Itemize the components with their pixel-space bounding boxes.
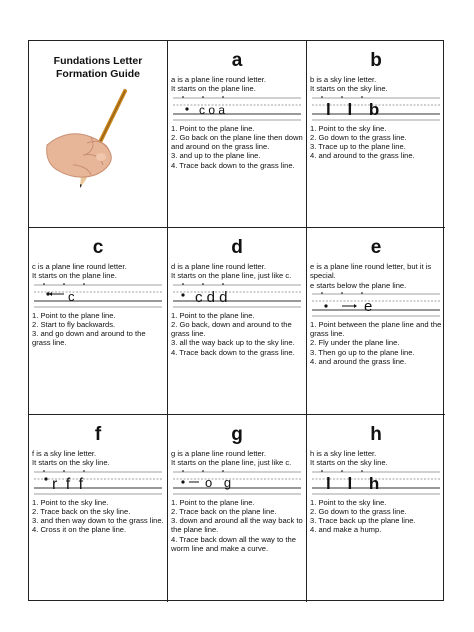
step: 4. Cross it on the plane line. xyxy=(32,525,127,535)
step: 2. Go back, down and around to the grass line. xyxy=(171,319,292,339)
formation-steps xyxy=(32,498,164,535)
letter-formation-grid xyxy=(28,40,444,601)
svg-text:o g: o g xyxy=(205,474,236,490)
letter-card-a xyxy=(168,41,307,228)
letter-card-c xyxy=(29,228,168,415)
step: 1. Point to the plane line. xyxy=(171,123,255,133)
step: 2. Trace back on the plane line. xyxy=(171,506,277,516)
step: 1. Point to the sky line. xyxy=(310,123,387,133)
letter-heading: c xyxy=(92,237,104,258)
letter-description: c is a plane line round letter. It starts on the plane line. xyxy=(32,262,127,281)
step: 1. Point to the plane line. xyxy=(32,310,116,320)
svg-text:e: e xyxy=(364,297,373,315)
letter-description: f is a sky line letter. It starts on the sky line. xyxy=(32,449,110,468)
step: 3. Trace back up the plane line. xyxy=(310,516,416,526)
handwriting-lines-example xyxy=(312,292,440,318)
letter-card-g xyxy=(168,415,307,602)
step: 3. Trace up to the plane line. xyxy=(310,142,406,152)
step: 3. and go down and around to the grass line. xyxy=(32,329,146,348)
step: 4. Trace back down to the grass line. xyxy=(171,160,295,170)
letter-description: h is a sky line letter. It starts on the sky line. xyxy=(310,449,388,468)
svg-text:c: c xyxy=(68,288,75,304)
step: 1. Point to the plane line. xyxy=(171,497,255,507)
step: 3. down and around all the way back to the plane line. xyxy=(171,516,303,535)
step: 1. Point to the plane line. xyxy=(171,310,255,320)
letter-heading: f xyxy=(94,424,102,445)
letter-description: g is a plane line round letter. It starts on the plane line, just like c. xyxy=(171,449,292,468)
handwriting-lines-example xyxy=(34,470,162,496)
letter-heading: h xyxy=(370,424,382,445)
hand-holding-pencil-image xyxy=(43,85,153,195)
step: 2. Fly under the plane line. xyxy=(310,338,400,348)
letter-card-h xyxy=(307,415,445,602)
letter-description: b is a sky line letter. It starts on the sky line. xyxy=(310,75,388,94)
step: 4. Trace back down to the grass line. xyxy=(171,347,295,357)
handwriting-lines-example xyxy=(173,470,301,496)
svg-text:r f f: r f f xyxy=(52,475,86,493)
step: 2. Start to fly backwards. xyxy=(32,319,116,329)
letter-card-f xyxy=(29,415,168,602)
step: 3. and up to the plane line. xyxy=(171,151,261,161)
step: 3. all the way back up to the sky line. xyxy=(171,338,295,348)
svg-text:l l h: l l h xyxy=(326,473,386,493)
svg-text:c d d: c d d xyxy=(195,288,228,306)
svg-text:c o a: c o a xyxy=(199,102,226,117)
guide-title-cell xyxy=(29,41,168,228)
letter-heading: d xyxy=(231,237,243,258)
formation-steps xyxy=(171,311,303,357)
handwriting-lines-example xyxy=(173,283,301,309)
formation-steps xyxy=(310,320,442,366)
guide-title: Fundations Letter Formation Guide xyxy=(53,55,143,80)
step: 4. and around to the grass line. xyxy=(310,151,415,161)
step: 3. and then way down to the grass line. xyxy=(32,516,164,526)
letter-card-d xyxy=(168,228,307,415)
step: 1. Point between the plane line and the grass line. xyxy=(310,319,442,339)
step: 3. Then go up to the plane line. xyxy=(310,347,415,357)
letter-heading: b xyxy=(370,50,382,71)
letter-heading: a xyxy=(231,50,243,71)
formation-steps xyxy=(310,498,442,535)
handwriting-lines-example xyxy=(312,96,440,122)
handwriting-lines-example xyxy=(312,470,440,496)
letter-heading: g xyxy=(231,424,243,445)
step: 1. Point to the sky line. xyxy=(310,497,387,507)
step: 4. and around the grass line. xyxy=(310,357,407,367)
letter-card-e xyxy=(307,228,445,415)
step: 1. Point to the sky line. xyxy=(32,497,109,507)
formation-steps xyxy=(171,124,303,170)
step: 4. and make a hump. xyxy=(310,525,382,535)
formation-steps xyxy=(32,311,164,348)
handwriting-lines-example xyxy=(34,283,162,309)
formation-steps xyxy=(310,124,442,161)
handwriting-lines-example xyxy=(173,96,301,122)
svg-text:l l b: l l b xyxy=(326,99,386,119)
letter-description: e is a plane line round letter, but it is special. e starts below the plane line. xyxy=(310,262,432,290)
step: 4. Trace back down all the way to the worm line and make a curve. xyxy=(171,534,296,554)
letter-heading: e xyxy=(370,237,382,258)
letter-card-b xyxy=(307,41,445,228)
letter-description: d is a plane line round letter. It starts on the plane line, just like c. xyxy=(171,262,292,281)
step: 2. Go down to the grass line. xyxy=(310,132,407,142)
step: 2. Go down to the grass line. xyxy=(310,506,407,516)
letter-description: a is a plane line round letter. It starts on the plane line. xyxy=(171,75,266,94)
step: 2. Go back on the plane line then down and around on the grass line. xyxy=(171,132,303,152)
formation-steps xyxy=(171,498,303,554)
step: 2. Trace back on the sky line. xyxy=(32,506,131,516)
